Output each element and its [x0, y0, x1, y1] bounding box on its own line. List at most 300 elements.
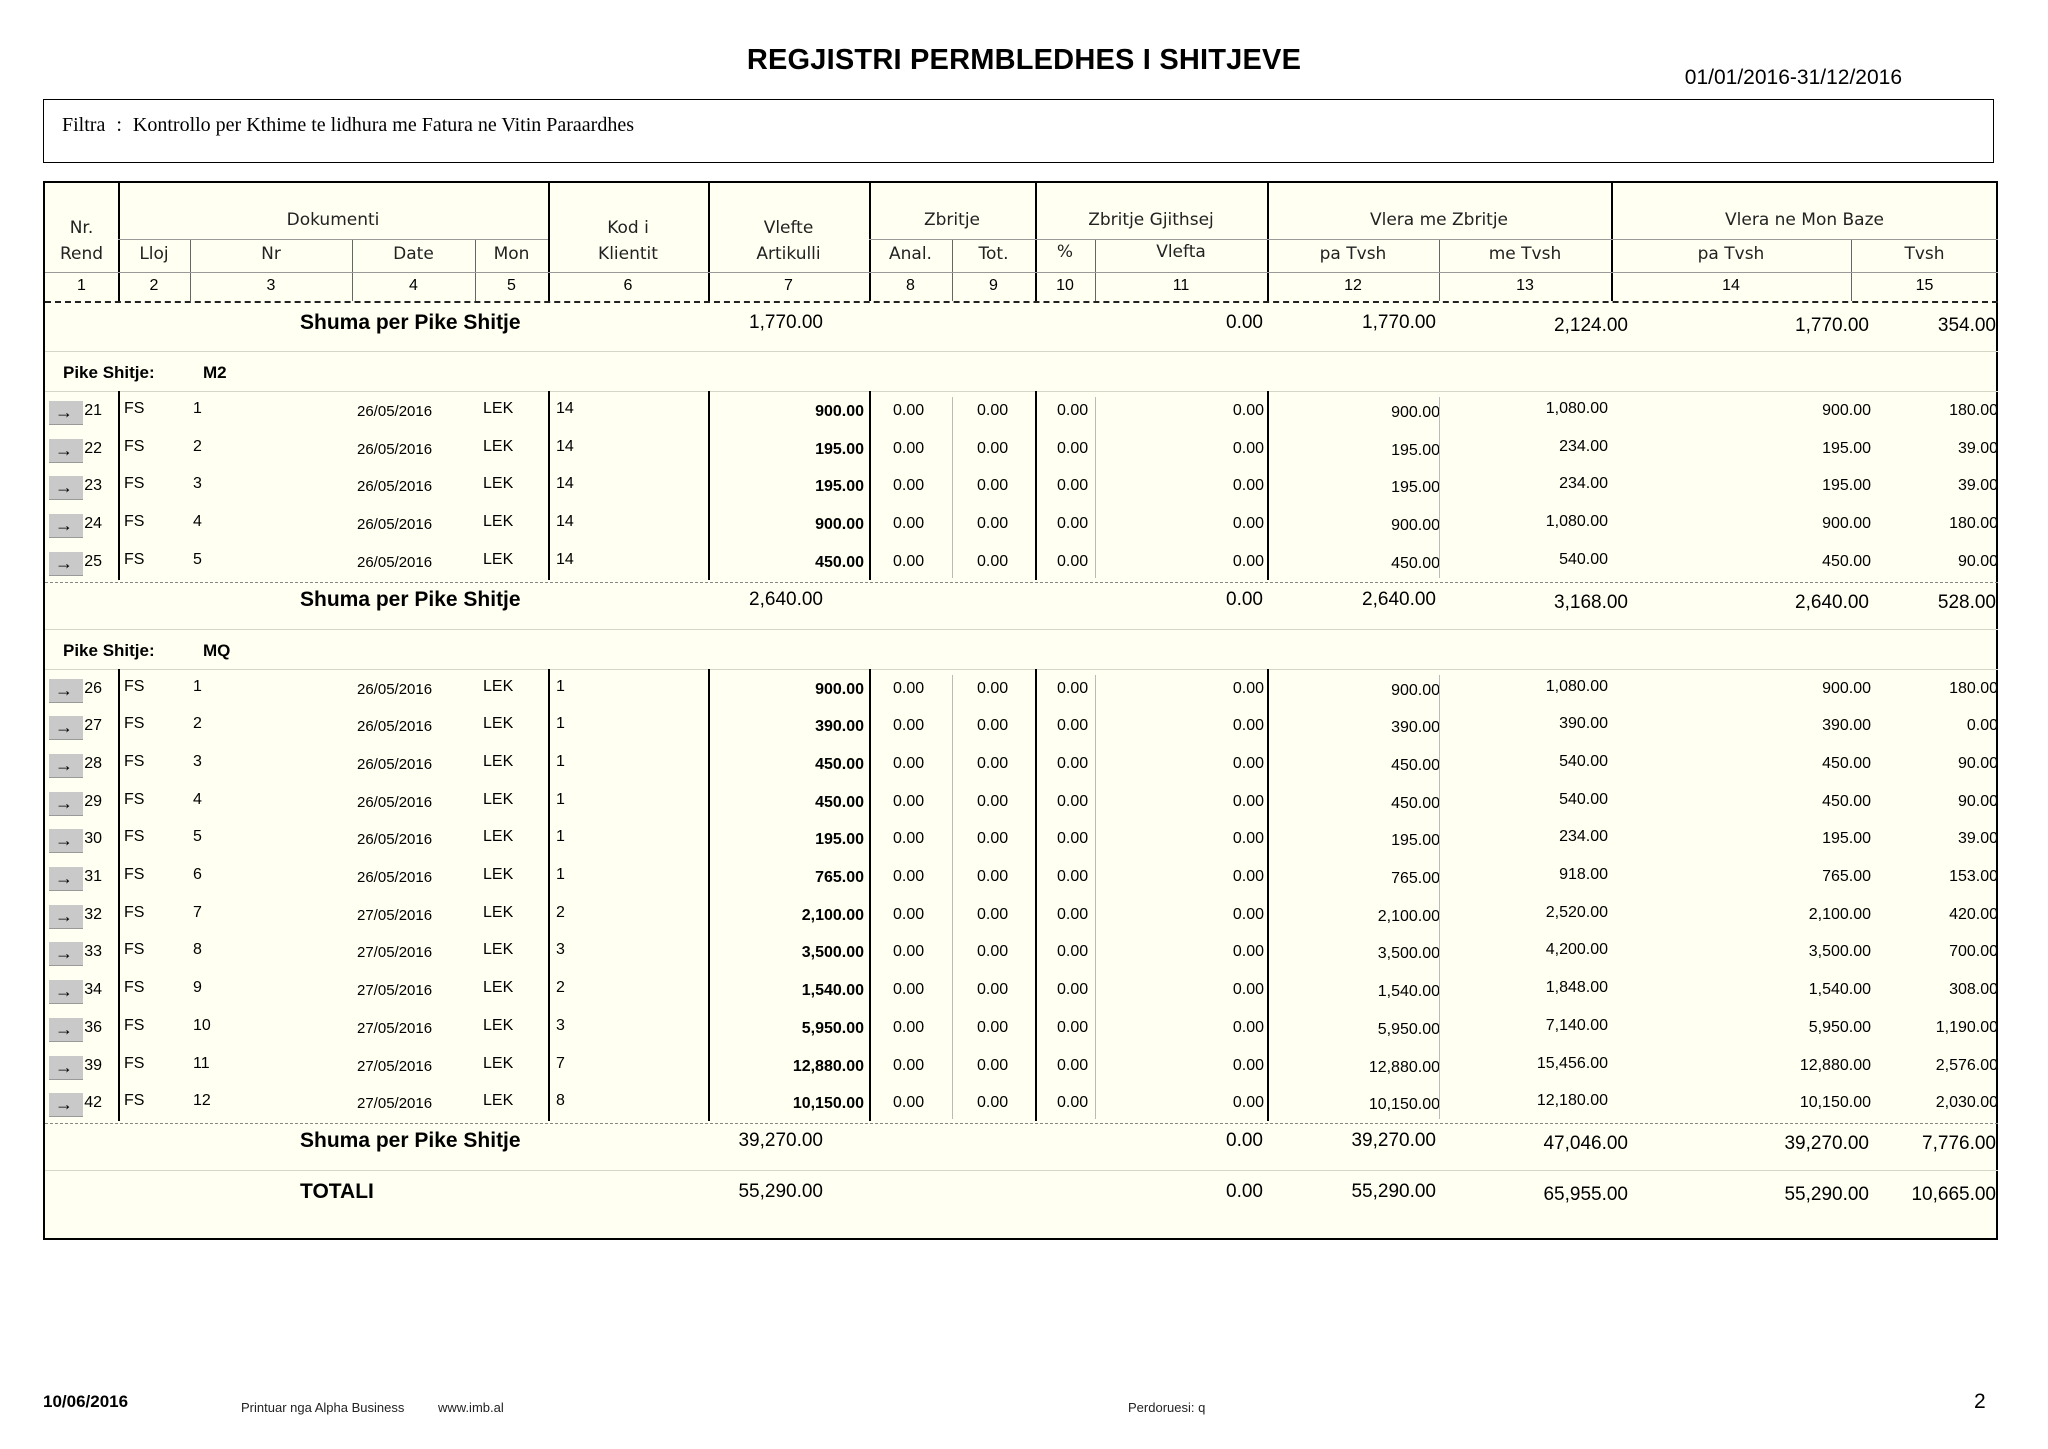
cell-lloj: FS: [124, 866, 145, 883]
table-row[interactable]: [45, 970, 1998, 1008]
cell-base-tvsh: 180.00: [1949, 679, 1998, 697]
cell-kod-klientit: 14: [556, 513, 574, 531]
cell-doc-nr: 6: [193, 866, 202, 883]
drilldown-arrow-icon[interactable]: →: [49, 905, 83, 929]
cell-doc-nr: 9: [193, 979, 202, 997]
filter-value: Kontrollo per Kthime te lidhura me Fatura ne Vitin Paraardhes: [132, 114, 634, 136]
cell-zbritje-anal: 0.00: [893, 477, 925, 495]
cell-date: 26/05/2016: [357, 718, 433, 736]
cell-vlefte-artikulli: 3,500.00: [801, 944, 864, 962]
cell-doc-nr: 3: [193, 752, 202, 770]
cell-zbritje-tot: 0.00: [977, 754, 1009, 772]
cell-zbritje-anal: 0.00: [893, 402, 925, 419]
column-divider: [1035, 391, 1037, 580]
cell-base-tvsh: 153.00: [1949, 868, 1998, 885]
cell-base-tvsh: 1,190.00: [1935, 1018, 1998, 1036]
table-row[interactable]: [45, 932, 1998, 970]
cell-lloj: FS: [124, 1016, 145, 1034]
grand-total-label: TOTALI: [300, 1179, 374, 1203]
group-sum-label: Shuma per Pike Shitje: [300, 1128, 521, 1152]
cell-base-tvsh: 39.00: [1957, 477, 1998, 495]
column-subdivider: [952, 397, 953, 578]
cell-lloj: FS: [124, 752, 145, 770]
col-base-pa-tvsh-header: pa Tvsh: [1697, 244, 1765, 264]
cell-zbritje-pct: 0.00: [1057, 868, 1089, 885]
cell-zbritje-anal: 0.00: [893, 830, 925, 848]
cell-mon: LEK: [483, 677, 514, 695]
table-row[interactable]: [45, 466, 1998, 504]
group-end-rule: [45, 1123, 1998, 1124]
cell-zbritje-tot: 0.00: [977, 868, 1009, 885]
cell-mon: LEK: [483, 903, 514, 921]
col-vlefte-header: Vlefte: [763, 218, 814, 238]
cell-doc-nr: 4: [193, 790, 202, 808]
cell-kod-klientit: 14: [556, 550, 574, 568]
cell-nr-rend: 32: [84, 905, 102, 923]
cell-zbritje-pct: 0.00: [1057, 1094, 1089, 1112]
cell-base-pa-tvsh: 12,880.00: [1799, 1056, 1871, 1074]
col-number: 1: [77, 277, 86, 294]
table-row[interactable]: [45, 706, 1998, 744]
group-label: Pike Shitje:: [63, 640, 155, 660]
cell-zbritje-anal: 0.00: [893, 679, 925, 697]
cell-me-tvsh: 12,180.00: [1536, 1092, 1608, 1110]
cell-vlefte-artikulli: 10,150.00: [792, 1095, 864, 1113]
table-row[interactable]: [45, 1008, 1998, 1046]
cell-zbritje-vlefta: 0.00: [1232, 515, 1264, 533]
cell-zbritje-vlefta: 0.00: [1232, 981, 1264, 999]
cell-kod-klientit: 1: [556, 677, 565, 695]
cell-zbritje-vlefta: 0.00: [1232, 868, 1264, 885]
cell-me-tvsh: 918.00: [1559, 866, 1608, 883]
cell-pa-tvsh: 390.00: [1391, 719, 1440, 737]
row-separator: [45, 351, 1998, 352]
cell-base-tvsh: 90.00: [1957, 754, 1998, 772]
cell-zbritje-tot: 0.00: [977, 830, 1009, 848]
report-title: REGJISTRI PERMBLEDHES I SHITJEVE: [746, 44, 1302, 76]
cell-doc-nr: 4: [193, 513, 202, 531]
cell-zbritje-vlefta: 0.00: [1232, 1018, 1264, 1036]
sum-vlefte: 1,770.00: [749, 312, 823, 333]
col-number: 9: [989, 277, 998, 294]
cell-doc-nr: 3: [193, 475, 202, 493]
cell-nr-rend: 39: [84, 1056, 102, 1074]
table-row[interactable]: [45, 744, 1998, 782]
cell-zbritje-tot: 0.00: [977, 943, 1009, 961]
cell-zbritje-anal: 0.00: [893, 1018, 925, 1036]
cell-mon: LEK: [483, 866, 514, 883]
cell-zbritje-pct: 0.00: [1057, 552, 1089, 570]
col-kod-header: Kod i: [607, 218, 649, 238]
drilldown-arrow-icon[interactable]: →: [49, 514, 83, 538]
col-number: 5: [507, 277, 516, 294]
cell-doc-nr: 8: [193, 941, 202, 959]
cell-date: 26/05/2016: [357, 755, 433, 773]
cell-nr-rend: 21: [84, 402, 102, 419]
col-number: 15: [1915, 277, 1934, 294]
cell-lloj: FS: [124, 1054, 145, 1072]
cell-doc-nr: 5: [193, 828, 202, 846]
cell-lloj: FS: [124, 790, 145, 808]
cell-zbritje-pct: 0.00: [1057, 402, 1089, 419]
cell-base-pa-tvsh: 765.00: [1822, 868, 1871, 885]
cell-nr-rend: 33: [84, 943, 102, 961]
column-divider: [1267, 391, 1269, 580]
col-number: 6: [623, 277, 633, 294]
drilldown-arrow-icon[interactable]: →: [49, 754, 83, 778]
cell-nr-rend: 26: [84, 679, 102, 697]
column-divider: [708, 669, 710, 1121]
sum-zbritje: 0.00: [1226, 1129, 1263, 1151]
cell-date: 26/05/2016: [357, 403, 433, 420]
cell-zbritje-tot: 0.00: [977, 717, 1009, 735]
cell-base-pa-tvsh: 10,150.00: [1799, 1094, 1871, 1112]
cell-nr-rend: 36: [84, 1018, 102, 1036]
sum-base-pa-tvsh: 1,770.00: [1795, 315, 1869, 336]
cell-date: 26/05/2016: [357, 869, 433, 886]
cell-vlefte-artikulli: 450.00: [815, 793, 864, 811]
cell-mon: LEK: [483, 1016, 514, 1034]
cell-zbritje-tot: 0.00: [977, 792, 1009, 810]
drilldown-arrow-icon[interactable]: →: [49, 476, 83, 500]
cell-mon: LEK: [483, 1092, 514, 1110]
drilldown-arrow-icon[interactable]: →: [49, 942, 83, 966]
sum-base-pa-tvsh: 55,290.00: [1784, 1183, 1869, 1205]
cell-me-tvsh: 1,080.00: [1545, 400, 1608, 417]
column-divider: [869, 669, 871, 1121]
col-number: 8: [906, 277, 915, 294]
sum-base-tvsh: 528.00: [1937, 591, 1996, 613]
cell-zbritje-pct: 0.00: [1057, 754, 1089, 772]
cell-me-tvsh: 390.00: [1559, 715, 1608, 733]
group-label: Pike Shitje:: [63, 363, 155, 382]
cell-zbritje-vlefta: 0.00: [1232, 477, 1264, 495]
filter-box: [43, 99, 1994, 163]
cell-zbritje-pct: 0.00: [1057, 943, 1089, 961]
column-divider: [548, 391, 550, 580]
carried-sum-label: Shuma per Pike Shitje: [300, 311, 521, 334]
table-row[interactable]: [45, 669, 1998, 707]
header-rule: [45, 272, 1998, 273]
cell-base-pa-tvsh: 450.00: [1822, 792, 1871, 810]
cell-mon: LEK: [483, 715, 514, 733]
cell-vlefte-artikulli: 900.00: [815, 516, 864, 534]
col-dokumenti-header: Dokumenti: [286, 210, 380, 230]
cell-doc-nr: 2: [193, 715, 202, 733]
drilldown-arrow-icon[interactable]: →: [49, 1018, 83, 1042]
cell-pa-tvsh: 2,100.00: [1377, 907, 1440, 925]
cell-kod-klientit: 1: [556, 752, 565, 770]
cell-me-tvsh: 1,848.00: [1545, 979, 1608, 997]
cell-doc-nr: 1: [193, 400, 202, 417]
cell-pa-tvsh: 12,880.00: [1368, 1058, 1440, 1076]
column-subdivider: [1439, 675, 1440, 1119]
cell-lloj: FS: [124, 828, 145, 846]
table-row[interactable]: [45, 1046, 1998, 1084]
cell-lloj: FS: [124, 715, 145, 733]
cell-zbritje-vlefta: 0.00: [1232, 552, 1264, 570]
cell-pa-tvsh: 195.00: [1391, 479, 1440, 497]
cell-kod-klientit: 14: [556, 437, 574, 455]
cell-date: 26/05/2016: [357, 831, 433, 849]
column-subdivider: [1439, 397, 1440, 578]
col-vlera-zbritje-header: Vlera me Zbritje: [1369, 210, 1509, 230]
drilldown-arrow-icon[interactable]: →: [49, 679, 83, 703]
table-row[interactable]: [45, 819, 1998, 857]
sum-me-tvsh: 47,046.00: [1543, 1132, 1628, 1154]
table-row[interactable]: [45, 857, 1998, 895]
sum-me-tvsh: 3,168.00: [1554, 591, 1628, 613]
cell-date: 26/05/2016: [357, 516, 433, 534]
cell-nr-rend: 42: [84, 1094, 102, 1112]
column-divider: [1267, 669, 1269, 1121]
cell-zbritje-tot: 0.00: [977, 477, 1009, 495]
cell-zbritje-pct: 0.00: [1057, 792, 1089, 810]
cell-zbritje-anal: 0.00: [893, 943, 925, 961]
column-divider: [118, 391, 120, 580]
sum-zbritje: 0.00: [1226, 1180, 1263, 1202]
cell-base-tvsh: 180.00: [1949, 402, 1998, 419]
table-row[interactable]: [45, 391, 1998, 429]
cell-pa-tvsh: 5,950.00: [1377, 1020, 1440, 1038]
col-me-tvsh-header: me Tvsh: [1488, 244, 1562, 264]
column-subdivider: [952, 675, 953, 1119]
col-number: 7: [784, 277, 793, 294]
cell-date: 27/05/2016: [357, 1057, 433, 1075]
cell-base-pa-tvsh: 900.00: [1822, 679, 1871, 697]
cell-zbritje-anal: 0.00: [893, 439, 925, 457]
cell-pa-tvsh: 3,500.00: [1377, 945, 1440, 963]
cell-kod-klientit: 2: [556, 979, 565, 997]
column-subdivider: [1095, 397, 1096, 578]
cell-mon: LEK: [483, 400, 514, 417]
cell-zbritje-anal: 0.00: [893, 754, 925, 772]
cell-base-tvsh: 39.00: [1957, 439, 1998, 457]
cell-zbritje-pct: 0.00: [1057, 439, 1089, 457]
cell-zbritje-vlefta: 0.00: [1232, 905, 1264, 923]
cell-lloj: FS: [124, 677, 145, 695]
cell-base-pa-tvsh: 450.00: [1822, 552, 1871, 570]
cell-base-pa-tvsh: 1,540.00: [1808, 981, 1871, 999]
cell-base-pa-tvsh: 900.00: [1822, 515, 1871, 533]
drilldown-arrow-icon[interactable]: →: [49, 829, 83, 853]
cell-me-tvsh: 7,140.00: [1545, 1016, 1608, 1034]
cell-date: 27/05/2016: [357, 906, 433, 924]
report-period: 01/01/2016-31/12/2016: [1684, 66, 1902, 89]
cell-zbritje-anal: 0.00: [893, 1094, 925, 1112]
cell-doc-nr: 11: [193, 1054, 210, 1072]
cell-date: 26/05/2016: [357, 793, 433, 811]
drilldown-arrow-icon[interactable]: →: [49, 1093, 83, 1117]
header-bottom-rule: [45, 301, 1998, 303]
sum-pa-tvsh: 2,640.00: [1362, 588, 1436, 610]
cell-pa-tvsh: 765.00: [1391, 870, 1440, 887]
col-zbritje-header: Zbritje: [924, 210, 980, 230]
col-number: 12: [1344, 277, 1362, 294]
sum-base-pa-tvsh: 39,270.00: [1784, 1132, 1869, 1154]
cell-pa-tvsh: 450.00: [1391, 554, 1440, 572]
cell-zbritje-vlefta: 0.00: [1232, 439, 1264, 457]
col-number: 13: [1516, 277, 1534, 294]
cell-nr-rend: 30: [84, 830, 102, 848]
cell-me-tvsh: 2,520.00: [1545, 903, 1608, 921]
cell-zbritje-vlefta: 0.00: [1232, 830, 1264, 848]
cell-date: 27/05/2016: [357, 944, 433, 962]
table-row[interactable]: [45, 429, 1998, 467]
drilldown-arrow-icon[interactable]: →: [49, 1056, 83, 1080]
cell-zbritje-tot: 0.00: [977, 679, 1009, 697]
cell-zbritje-pct: 0.00: [1057, 830, 1089, 848]
col-vlefta-header: Vlefta: [1156, 242, 1206, 262]
cell-zbritje-anal: 0.00: [893, 717, 925, 735]
group-name: M2: [203, 363, 227, 382]
cell-me-tvsh: 540.00: [1559, 550, 1608, 568]
cell-date: 27/05/2016: [357, 1019, 433, 1037]
cell-mon: LEK: [483, 828, 514, 846]
row-separator: [45, 629, 1998, 630]
column-divider: [118, 669, 120, 1121]
cell-kod-klientit: 14: [556, 400, 574, 417]
drilldown-arrow-icon[interactable]: →: [49, 867, 83, 891]
table-row[interactable]: [45, 895, 1998, 933]
cell-vlefte-artikulli: 900.00: [815, 680, 864, 698]
group-name: MQ: [203, 640, 231, 660]
cell-lloj: FS: [124, 513, 145, 531]
footer-page-number: 2: [1974, 1390, 1986, 1413]
cell-me-tvsh: 234.00: [1559, 828, 1608, 846]
cell-vlefte-artikulli: 5,950.00: [801, 1019, 864, 1037]
cell-vlefte-artikulli: 1,540.00: [801, 982, 864, 1000]
table-row[interactable]: [45, 504, 1998, 542]
cell-mon: LEK: [483, 475, 514, 493]
cell-nr-rend: 24: [84, 515, 102, 533]
table-row[interactable]: [45, 1083, 1998, 1121]
sum-vlefte: 39,270.00: [738, 1129, 823, 1151]
cell-pa-tvsh: 450.00: [1391, 794, 1440, 812]
cell-vlefte-artikulli: 450.00: [815, 553, 864, 571]
cell-me-tvsh: 4,200.00: [1545, 941, 1608, 959]
cell-zbritje-anal: 0.00: [893, 515, 925, 533]
cell-zbritje-vlefta: 0.00: [1232, 1056, 1264, 1074]
column-subdivider: [1095, 675, 1096, 1119]
col-number: 4: [409, 277, 418, 294]
cell-nr-rend: 34: [84, 981, 102, 999]
col-vlefte-header: Artikulli: [756, 244, 821, 264]
cell-pa-tvsh: 450.00: [1391, 756, 1440, 774]
cell-zbritje-vlefta: 0.00: [1232, 754, 1264, 772]
cell-base-pa-tvsh: 450.00: [1822, 754, 1871, 772]
drilldown-arrow-icon[interactable]: →: [49, 439, 83, 463]
col-pa-tvsh-header: pa Tvsh: [1319, 244, 1387, 264]
cell-lloj: FS: [124, 550, 145, 568]
col-tvsh-header: Tvsh: [1904, 244, 1945, 264]
cell-mon: LEK: [483, 979, 514, 997]
cell-base-tvsh: 2,030.00: [1935, 1094, 1998, 1112]
sum-zbritje: 0.00: [1226, 312, 1263, 333]
cell-doc-nr: 1: [193, 677, 202, 695]
cell-base-pa-tvsh: 2,100.00: [1808, 905, 1871, 923]
cell-lloj: FS: [124, 903, 145, 921]
drilldown-arrow-icon[interactable]: →: [49, 401, 83, 425]
cell-date: 26/05/2016: [357, 553, 433, 571]
cell-base-tvsh: 700.00: [1949, 943, 1998, 961]
cell-kod-klientit: 3: [556, 941, 565, 959]
sum-base-tvsh: 354.00: [1937, 315, 1996, 336]
cell-base-tvsh: 90.00: [1957, 792, 1998, 810]
group-sum-label: Shuma per Pike Shitje: [300, 587, 521, 611]
cell-me-tvsh: 1,080.00: [1545, 677, 1608, 695]
cell-zbritje-pct: 0.00: [1057, 905, 1089, 923]
cell-zbritje-tot: 0.00: [977, 515, 1009, 533]
column-divider: [548, 669, 550, 1121]
cell-zbritje-tot: 0.00: [977, 905, 1009, 923]
cell-vlefte-artikulli: 765.00: [815, 869, 864, 886]
drilldown-arrow-icon[interactable]: →: [49, 552, 83, 576]
cell-kod-klientit: 1: [556, 866, 565, 883]
sum-me-tvsh: 2,124.00: [1554, 315, 1628, 336]
cell-nr-rend: 22: [84, 439, 102, 457]
cell-zbritje-anal: 0.00: [893, 792, 925, 810]
cell-base-tvsh: 180.00: [1949, 515, 1998, 533]
cell-doc-nr: 12: [193, 1092, 211, 1110]
col-mon-header: Mon: [493, 244, 530, 264]
drilldown-arrow-icon[interactable]: →: [49, 716, 83, 740]
table-row[interactable]: [45, 782, 1998, 820]
cell-zbritje-pct: 0.00: [1057, 515, 1089, 533]
drilldown-arrow-icon[interactable]: →: [49, 792, 83, 816]
cell-zbritje-tot: 0.00: [977, 439, 1009, 457]
cell-nr-rend: 29: [84, 792, 102, 810]
footer-date: 10/06/2016: [43, 1392, 129, 1411]
col-number: 10: [1056, 277, 1074, 294]
cell-vlefte-artikulli: 2,100.00: [801, 906, 864, 924]
row-separator: [45, 1170, 1998, 1171]
cell-base-pa-tvsh: 195.00: [1822, 439, 1871, 457]
cell-zbritje-pct: 0.00: [1057, 679, 1089, 697]
cell-base-pa-tvsh: 195.00: [1822, 477, 1871, 495]
cell-date: 26/05/2016: [357, 680, 433, 698]
cell-zbritje-vlefta: 0.00: [1232, 1094, 1264, 1112]
cell-base-tvsh: 420.00: [1949, 905, 1998, 923]
cell-vlefte-artikulli: 390.00: [815, 718, 864, 736]
cell-me-tvsh: 234.00: [1559, 437, 1608, 455]
cell-zbritje-vlefta: 0.00: [1232, 717, 1264, 735]
sum-pa-tvsh: 1,770.00: [1362, 312, 1436, 333]
cell-mon: LEK: [483, 437, 514, 455]
cell-kod-klientit: 3: [556, 1016, 565, 1034]
cell-kod-klientit: 7: [556, 1054, 565, 1072]
sum-base-tvsh: 10,665.00: [1911, 1183, 1996, 1205]
col-vlera-mon-header: Vlera ne Mon Baze: [1725, 210, 1884, 230]
sum-pa-tvsh: 39,270.00: [1351, 1129, 1436, 1151]
cell-zbritje-tot: 0.00: [977, 402, 1009, 419]
col-number: 2: [149, 277, 159, 294]
drilldown-arrow-icon[interactable]: →: [49, 980, 83, 1004]
cell-kod-klientit: 8: [556, 1092, 565, 1110]
cell-zbritje-tot: 0.00: [977, 1094, 1009, 1112]
cell-me-tvsh: 15,456.00: [1536, 1054, 1608, 1072]
col-kod-header: Klientit: [598, 244, 658, 264]
cell-kod-klientit: 1: [556, 790, 565, 808]
cell-pa-tvsh: 900.00: [1391, 404, 1440, 421]
column-divider: [1035, 669, 1037, 1121]
table-row[interactable]: [45, 542, 1998, 580]
filter-sep: :: [116, 114, 122, 136]
cell-vlefte-artikulli: 195.00: [815, 440, 864, 458]
col-date-header: Date: [393, 244, 434, 264]
cell-kod-klientit: 2: [556, 903, 565, 921]
cell-date: 27/05/2016: [357, 982, 433, 1000]
